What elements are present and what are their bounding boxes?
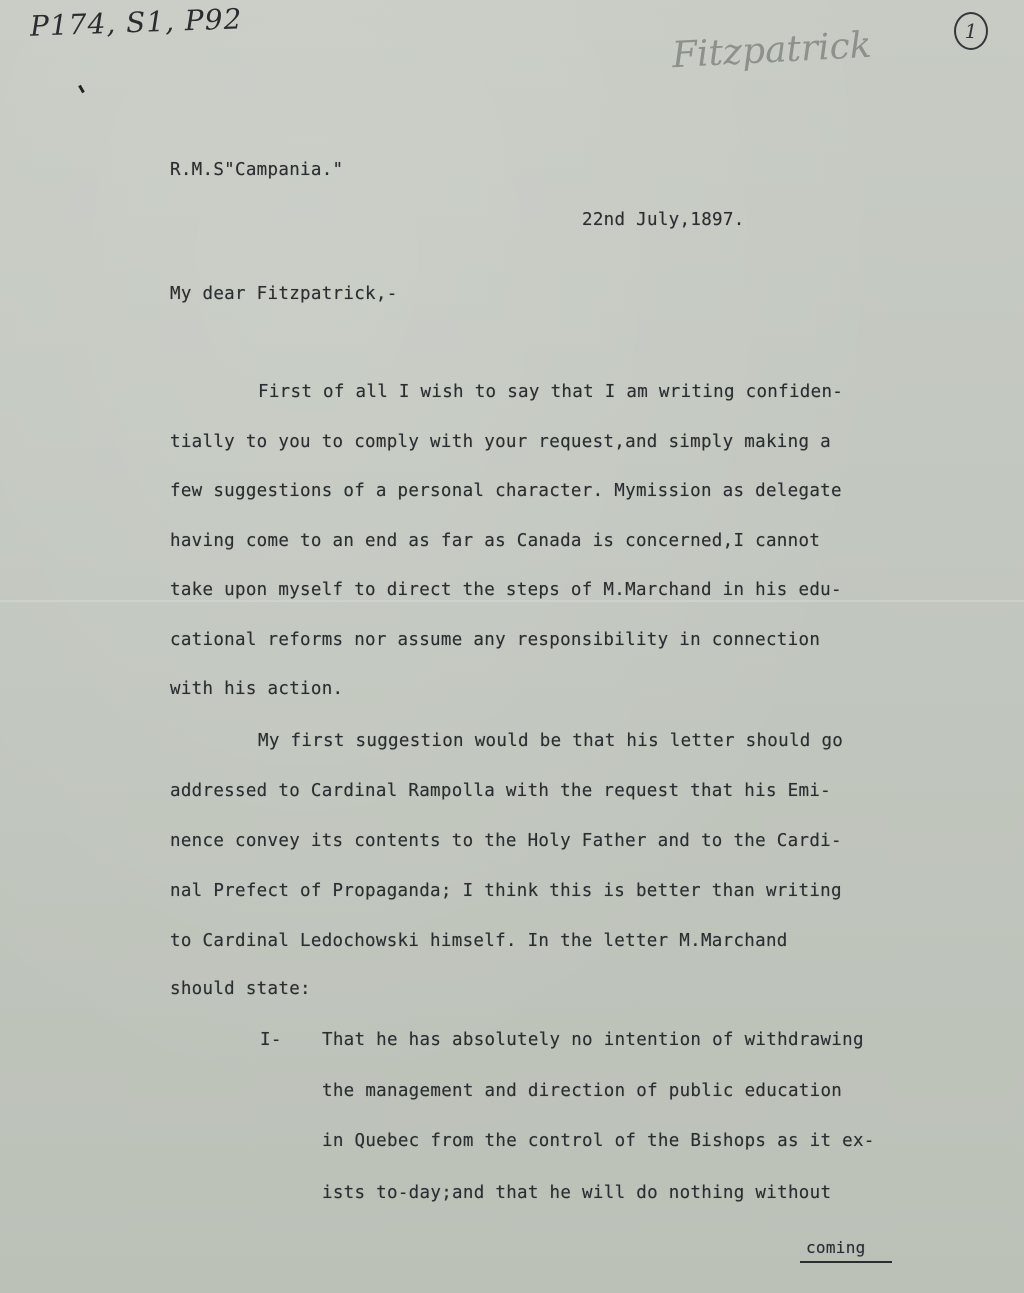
body-line: nence convey its contents to the Holy Father and to the Cardi- bbox=[170, 831, 842, 851]
body-line: addressed to Cardinal Rampolla with the request that his Emi- bbox=[170, 781, 831, 801]
salutation: My dear Fitzpatrick,- bbox=[170, 284, 398, 304]
body-line: to Cardinal Ledochowski himself. In the letter M.Marchand bbox=[170, 931, 788, 951]
body-line: nal Prefect of Propaganda; I think this is better than writing bbox=[170, 881, 842, 901]
list-item-line: That he has absolutely no intention of withdrawing bbox=[322, 1030, 864, 1050]
body-line: My first suggestion would be that his letter should go bbox=[258, 731, 844, 751]
catchword: coming bbox=[806, 1238, 866, 1257]
page-number: 1 bbox=[964, 19, 978, 43]
archive-reference: P174, S1, P92 bbox=[29, 2, 243, 43]
body-line: take upon myself to direct the steps of M.Marchand in his edu- bbox=[170, 580, 842, 600]
list-item-line: the management and direction of public education bbox=[322, 1081, 843, 1101]
margin-annotation: Fitzpatrick bbox=[671, 24, 873, 77]
body-line: few suggestions of a personal character. Mymission as delegate bbox=[170, 481, 842, 501]
body-line: with his action. bbox=[170, 679, 344, 699]
body-line: should state: bbox=[170, 979, 311, 999]
ship-heading: R.M.S"Campania." bbox=[170, 160, 344, 180]
letter-date: 22nd July,1897. bbox=[582, 210, 745, 230]
paper-fold bbox=[0, 600, 1024, 602]
body-line: First of all I wish to say that I am writing confiden- bbox=[258, 382, 844, 402]
ink-mark bbox=[78, 85, 85, 93]
list-item-marker: I- bbox=[260, 1030, 282, 1050]
body-line: cational reforms nor assume any responsibility in connection bbox=[170, 630, 821, 650]
list-item-line: ists to-day;and that he will do nothing without bbox=[322, 1183, 832, 1203]
list-item-line: in Quebec from the control of the Bishops as it ex- bbox=[322, 1131, 875, 1151]
body-line: having come to an end as far as Canada is concerned,I cannot bbox=[170, 531, 821, 551]
page-number-circle bbox=[954, 12, 988, 50]
catchword-underline bbox=[800, 1261, 892, 1263]
body-line: tially to you to comply with your request,and simply making a bbox=[170, 432, 831, 452]
